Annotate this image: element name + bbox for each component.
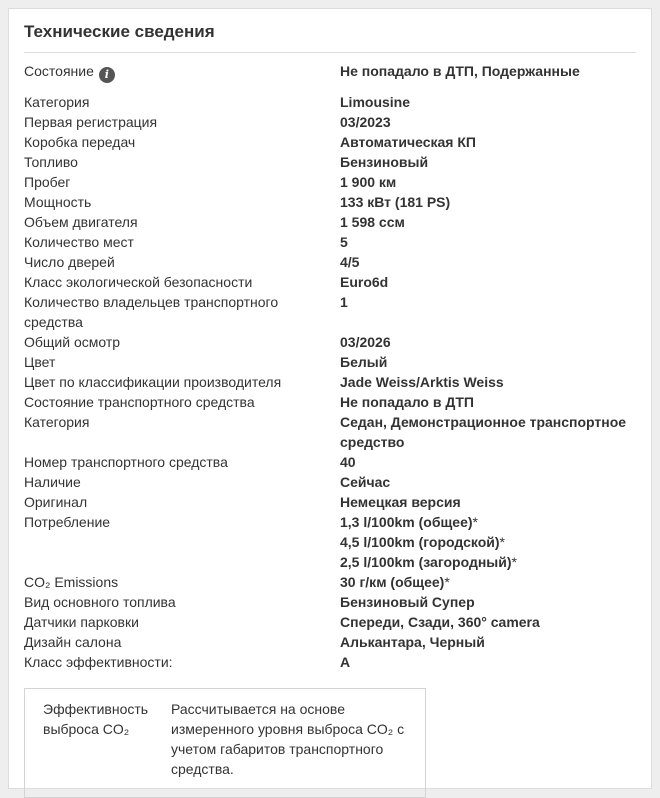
section-title: Технические сведения [24,22,215,41]
spec-value [340,172,644,192]
spec-row [24,252,644,272]
spec-value-text: 1,3 l/100km (общее) [340,514,473,530]
spec-value-line [340,612,644,632]
spec-value-text: Бензиновый [340,154,429,170]
spec-value-line [340,572,644,592]
spec-value-text: 5 [340,234,348,250]
spec-value-text: 133 кВт (181 PS) [340,194,451,210]
spec-row [24,572,644,592]
spec-value-text: Белый [340,354,388,370]
spec-label: Топливо [24,154,78,170]
spec-value [340,232,644,252]
spec-value-line [340,392,644,412]
spec-value-text: Не попадало в ДТП [340,394,474,410]
spec-label: CO₂ Emissions [24,574,119,590]
spec-label: Класс эффективности: [24,654,173,670]
spec-value-line [340,372,644,392]
spec-row-condition [24,61,644,83]
spec-value-text: Сейчас [340,474,391,490]
spec-value [340,112,644,132]
spec-label: Коробка передач [24,134,136,150]
spec-value [340,372,644,392]
spec-value [340,272,644,292]
spec-row [24,592,644,612]
spec-value-line [340,232,644,252]
spec-value-text: 1 598 ccм [340,214,405,230]
spec-label: Число дверей [24,254,115,270]
spec-label: Наличие [24,474,81,490]
spec-value-text: Спереди, Сзади, 360° camera [340,614,540,630]
spec-value-line [340,452,644,472]
footnote-mark: * [444,574,450,590]
spec-value [340,292,644,332]
spec-value-line [340,652,644,672]
spec-value-line [340,412,644,452]
spec-value-line [340,332,644,352]
spec-value-line [340,352,644,372]
spec-row [24,112,644,132]
spec-label: Дизайн салона [24,634,122,650]
spec-label: Цвет [24,354,56,370]
spec-value-line [340,152,644,172]
spec-value-line [340,172,644,192]
spec-label: Объем двигателя [24,214,138,230]
spec-value-line [340,552,644,572]
spec-row [24,492,644,512]
spec-value-line [340,492,644,512]
spec-label: Потребление [24,514,111,530]
spec-value [340,152,644,172]
spec-value [340,452,644,472]
spec-label: Пробег [24,174,71,190]
spec-value-line [340,212,644,232]
spec-value-text: Euro6d [340,274,389,290]
spec-row [24,472,644,492]
spec-value [340,512,644,572]
spec-value-line [340,132,644,152]
technical-details-card [8,8,652,789]
spec-list [24,61,644,672]
spec-row [24,92,644,112]
spec-value-line [340,632,644,652]
spec-value-text: 03/2026 [340,334,391,350]
spec-value-text: Немецкая версия [340,494,461,510]
spec-value [340,212,644,232]
spec-value [340,592,644,612]
spec-value [340,252,644,272]
spec-row [24,212,644,232]
spec-value-text: 1 [340,294,348,310]
spec-row [24,272,644,292]
spec-value [340,632,644,652]
spec-row [24,392,644,412]
spec-value-text: Седан, Демонстрационное транспортное средство [340,414,627,450]
spec-label: Цвет по классификации производителя [24,374,282,390]
spec-label: Состояние транспортного средства [24,394,255,410]
spec-label: Количество владельцев транспортного средства [24,294,279,330]
efficiency-text: Рассчитывается на основе измеренного уровня выброса CO₂ с учетом габаритов транспортного средства. [171,701,405,777]
spec-row [24,152,644,172]
spec-row [24,612,644,632]
footnote-mark: * [511,554,517,570]
footnote-mark: * [472,514,478,530]
spec-value-text: 1 900 км [340,174,397,190]
spec-value [340,332,644,352]
spec-value [340,92,644,112]
spec-row [24,412,644,452]
spec-row [24,292,644,332]
spec-row [24,632,644,652]
spec-row [24,332,644,352]
spec-label: Оригинал [24,494,88,510]
spec-row [24,352,644,372]
spec-label: Номер транспортного средства [24,454,228,470]
spec-label: Категория [24,414,90,430]
spec-value-text: 4,5 l/100km (городской) [340,534,500,550]
spec-value-line [340,252,644,272]
spec-value-text: 40 [340,454,356,470]
spec-value-line [340,112,644,132]
spec-label: Датчики парковки [24,614,139,630]
spec-row [24,452,644,472]
spec-label [24,61,340,83]
spec-value [340,652,644,672]
title-divider [24,52,636,53]
spec-value-line [340,532,644,552]
spec-value-line [340,292,644,312]
spec-value [340,492,644,512]
spec-row [24,172,644,192]
efficiency-box [24,688,426,798]
footnote-mark: * [499,534,505,550]
spec-value-line [340,472,644,492]
spec-value-text: Алькантара, Черный [340,634,485,650]
spec-row [24,192,644,212]
spec-label: Мощность [24,194,92,210]
spec-row [24,652,644,672]
spec-value-text: A [340,654,351,670]
spec-value-text: 4/5 [340,254,360,270]
spec-label: Общий осмотр [24,334,121,350]
spec-value [340,612,644,632]
spec-value [340,472,644,492]
spec-value [340,132,644,152]
spec-row [24,372,644,392]
info-icon[interactable]: i [99,67,115,83]
spec-value [340,572,644,592]
spec-value-text: Автоматическая КП [340,134,476,150]
spec-label: Количество мест [24,234,134,250]
spec-value-text: 2,5 l/100km (загородный) [340,554,512,570]
spec-value-text: 03/2023 [340,114,391,130]
spec-label: Вид основного топлива [24,594,176,610]
spec-value-text: Бензиновый Супер [340,594,475,610]
spec-value [340,412,644,452]
spec-value-line [340,192,644,212]
spec-row [24,512,644,572]
spec-value-text: Limousine [340,94,411,110]
efficiency-label: Эффективность выброса CO₂ [43,701,149,737]
spec-value [340,352,644,372]
spec-label: Класс экологической безопасности [24,274,253,290]
spec-value-text: 30 г/км (общее) [340,574,445,590]
spec-value [340,392,644,412]
spec-value-line [340,92,644,112]
spec-label: Категория [24,94,90,110]
condition-label: Состояние [24,63,94,79]
spec-value-line [340,512,644,532]
spec-value [340,192,644,212]
spec-value-line [340,272,644,292]
spec-value-line [340,592,644,612]
condition-value: Не попадало в ДТП, Подержанные [340,63,580,79]
spec-row [24,232,644,252]
spec-value-text: Jade Weiss/Arktis Weiss [340,374,504,390]
spec-label: Первая регистрация [24,114,158,130]
spec-row [24,132,644,152]
